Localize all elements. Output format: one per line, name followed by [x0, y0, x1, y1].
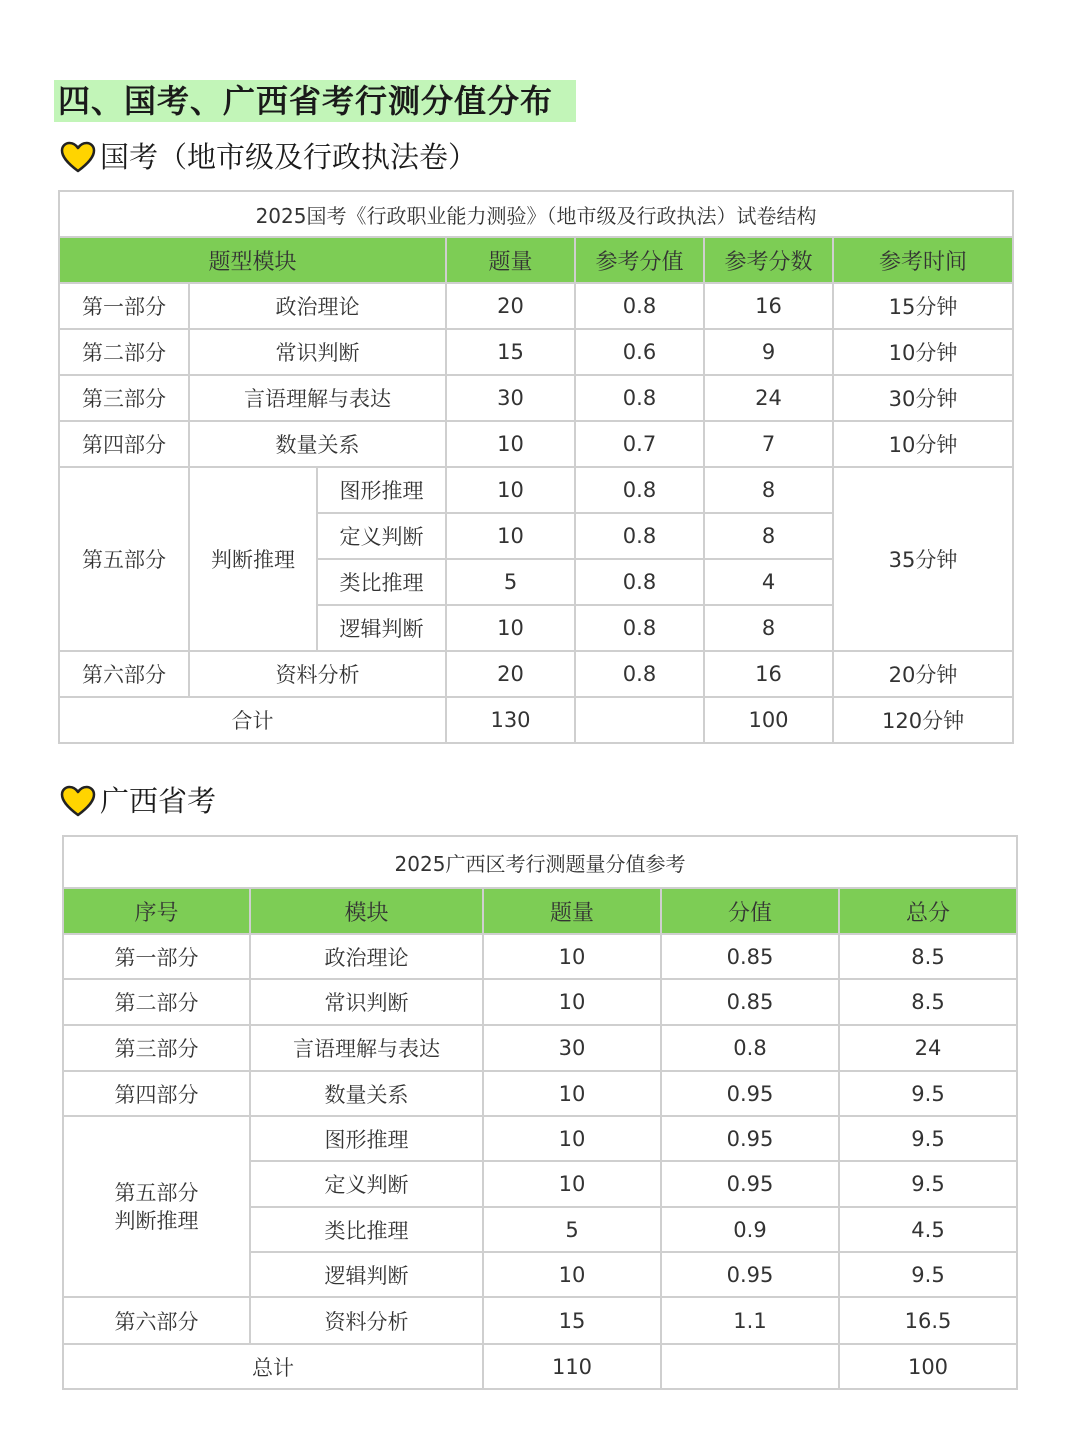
total-row — [63, 1344, 1017, 1389]
value-cell: 0.8 — [575, 467, 704, 513]
submodule-cell: 逻辑判断 — [250, 1252, 483, 1297]
time-cell: 120分钟 — [833, 697, 1013, 743]
subheading-text: 国考（地市级及行政执法卷） — [100, 140, 478, 174]
part-cell: 第六部分 — [59, 651, 189, 697]
count-cell: 10 — [446, 421, 575, 467]
table-row — [63, 1071, 1017, 1116]
time-cell: 20分钟 — [833, 651, 1013, 697]
part5-cell — [63, 1116, 250, 1297]
score-cell: 9 — [704, 329, 833, 375]
table-row — [59, 651, 1013, 697]
count-cell: 15 — [483, 1297, 661, 1344]
count-cell: 20 — [446, 651, 575, 697]
score-cell: 8 — [704, 605, 833, 651]
header-cell: 分值 — [661, 888, 839, 934]
count-cell: 10 — [483, 934, 661, 979]
time-cell: 30分钟 — [833, 375, 1013, 421]
value-cell: 0.8 — [575, 651, 704, 697]
module-cell: 资料分析 — [189, 651, 446, 697]
score-cell: 100 — [704, 697, 833, 743]
count-cell: 110 — [483, 1344, 661, 1389]
table-caption: 2025广西区考行测题量分值参考 — [63, 836, 1017, 888]
value-cell: 0.85 — [661, 934, 839, 979]
submodule-cell: 类比推理 — [317, 559, 446, 605]
count-cell: 10 — [446, 467, 575, 513]
score-cell: 7 — [704, 421, 833, 467]
value-cell: 0.8 — [575, 375, 704, 421]
module-label: 判断推理 — [114, 1208, 199, 1233]
time-cell: 15分钟 — [833, 283, 1013, 329]
guangxi-exam-subheading — [60, 781, 216, 821]
yellow-heart-icon — [60, 785, 96, 817]
subheading-text: 广西省考 — [100, 784, 217, 818]
value-cell: 0.8 — [575, 559, 704, 605]
national-exam-table — [58, 190, 1014, 744]
score-cell: 9.5 — [839, 1071, 1017, 1116]
count-cell: 10 — [483, 1071, 661, 1116]
score-cell: 8.5 — [839, 934, 1017, 979]
header-cell: 参考分数 — [704, 237, 833, 283]
module-cell: 数量关系 — [189, 421, 446, 467]
header-cell: 题型模块 — [59, 237, 446, 283]
table-row — [59, 375, 1013, 421]
yellow-heart-icon — [60, 141, 96, 173]
count-cell: 30 — [446, 375, 575, 421]
score-cell: 9.5 — [839, 1116, 1017, 1161]
value-cell: 0.8 — [575, 605, 704, 651]
header-cell: 模块 — [250, 888, 483, 934]
score-cell: 4.5 — [839, 1207, 1017, 1252]
value-cell: 0.9 — [661, 1207, 839, 1252]
table-row — [63, 1297, 1017, 1344]
module-cell: 政治理论 — [189, 283, 446, 329]
value-cell: 0.95 — [661, 1116, 839, 1161]
part-cell: 第三部分 — [63, 1025, 250, 1071]
table-row — [63, 934, 1017, 979]
submodule-cell: 类比推理 — [250, 1207, 483, 1252]
value-cell: 0.85 — [661, 979, 839, 1025]
module-cell: 言语理解与表达 — [250, 1025, 483, 1071]
module-cell: 数量关系 — [250, 1071, 483, 1116]
table-row — [59, 421, 1013, 467]
table-row — [59, 283, 1013, 329]
part-cell: 第一部分 — [63, 934, 250, 979]
total-row — [59, 697, 1013, 743]
value-cell: 0.95 — [661, 1252, 839, 1297]
count-cell: 5 — [483, 1207, 661, 1252]
time-cell: 10分钟 — [833, 329, 1013, 375]
count-cell: 5 — [446, 559, 575, 605]
table-row — [59, 467, 1013, 513]
count-cell: 10 — [483, 979, 661, 1025]
value-cell: 0.95 — [661, 1071, 839, 1116]
total-label: 总计 — [63, 1344, 483, 1389]
header-cell: 参考分值 — [575, 237, 704, 283]
count-cell: 10 — [483, 1116, 661, 1161]
score-cell: 16 — [704, 283, 833, 329]
module-cell: 判断推理 — [189, 467, 317, 651]
submodule-cell: 图形推理 — [250, 1116, 483, 1161]
value-cell: 0.95 — [661, 1161, 839, 1207]
count-cell: 10 — [446, 605, 575, 651]
table-row — [59, 329, 1013, 375]
count-cell: 15 — [446, 329, 575, 375]
part-cell: 第二部分 — [63, 979, 250, 1025]
value-cell — [661, 1344, 839, 1389]
value-cell: 0.6 — [575, 329, 704, 375]
count-cell: 10 — [446, 513, 575, 559]
module-cell: 常识判断 — [250, 979, 483, 1025]
submodule-cell: 图形推理 — [317, 467, 446, 513]
score-cell: 24 — [839, 1025, 1017, 1071]
score-cell: 8.5 — [839, 979, 1017, 1025]
part-cell: 第二部分 — [59, 329, 189, 375]
header-cell: 总分 — [839, 888, 1017, 934]
header-cell: 参考时间 — [833, 237, 1013, 283]
count-cell: 10 — [483, 1161, 661, 1207]
count-cell: 130 — [446, 697, 575, 743]
header-cell: 题量 — [483, 888, 661, 934]
guangxi-exam-table — [62, 835, 1018, 1390]
value-cell — [575, 697, 704, 743]
count-cell: 20 — [446, 283, 575, 329]
value-cell: 0.8 — [575, 283, 704, 329]
score-cell: 16 — [704, 651, 833, 697]
table-row — [63, 1116, 1017, 1161]
header-cell: 序号 — [63, 888, 250, 934]
value-cell: 0.8 — [575, 513, 704, 559]
score-cell: 100 — [839, 1344, 1017, 1389]
part-cell: 第三部分 — [59, 375, 189, 421]
total-label: 合计 — [59, 697, 446, 743]
count-cell: 30 — [483, 1025, 661, 1071]
score-cell: 8 — [704, 513, 833, 559]
value-cell: 0.8 — [661, 1025, 839, 1071]
module-cell: 资料分析 — [250, 1297, 483, 1344]
score-cell: 24 — [704, 375, 833, 421]
national-exam-subheading — [60, 137, 477, 177]
count-cell: 10 — [483, 1252, 661, 1297]
header-cell: 题量 — [446, 237, 575, 283]
score-cell: 9.5 — [839, 1161, 1017, 1207]
part-cell: 第五部分 — [59, 467, 189, 651]
score-cell: 8 — [704, 467, 833, 513]
part-cell: 第六部分 — [63, 1297, 250, 1344]
time-cell: 10分钟 — [833, 421, 1013, 467]
score-cell: 4 — [704, 559, 833, 605]
submodule-cell: 定义判断 — [250, 1161, 483, 1207]
module-cell: 常识判断 — [189, 329, 446, 375]
part-cell: 第四部分 — [63, 1071, 250, 1116]
score-cell: 16.5 — [839, 1297, 1017, 1344]
table-caption: 2025国考《行政职业能力测验》（地市级及行政执法）试卷结构 — [59, 191, 1013, 237]
value-cell: 0.7 — [575, 421, 704, 467]
submodule-cell: 逻辑判断 — [317, 605, 446, 651]
value-cell: 1.1 — [661, 1297, 839, 1344]
time-cell: 35分钟 — [833, 467, 1013, 651]
part-cell: 第四部分 — [59, 421, 189, 467]
table-row — [63, 979, 1017, 1025]
part-cell: 第一部分 — [59, 283, 189, 329]
submodule-cell: 定义判断 — [317, 513, 446, 559]
module-cell: 政治理论 — [250, 934, 483, 979]
table-row — [63, 1025, 1017, 1071]
score-cell: 9.5 — [839, 1252, 1017, 1297]
section-heading: 四、国考、广西省考行测分值分布 — [54, 80, 576, 122]
part-label: 第五部分 — [114, 1180, 199, 1205]
module-cell: 言语理解与表达 — [189, 375, 446, 421]
